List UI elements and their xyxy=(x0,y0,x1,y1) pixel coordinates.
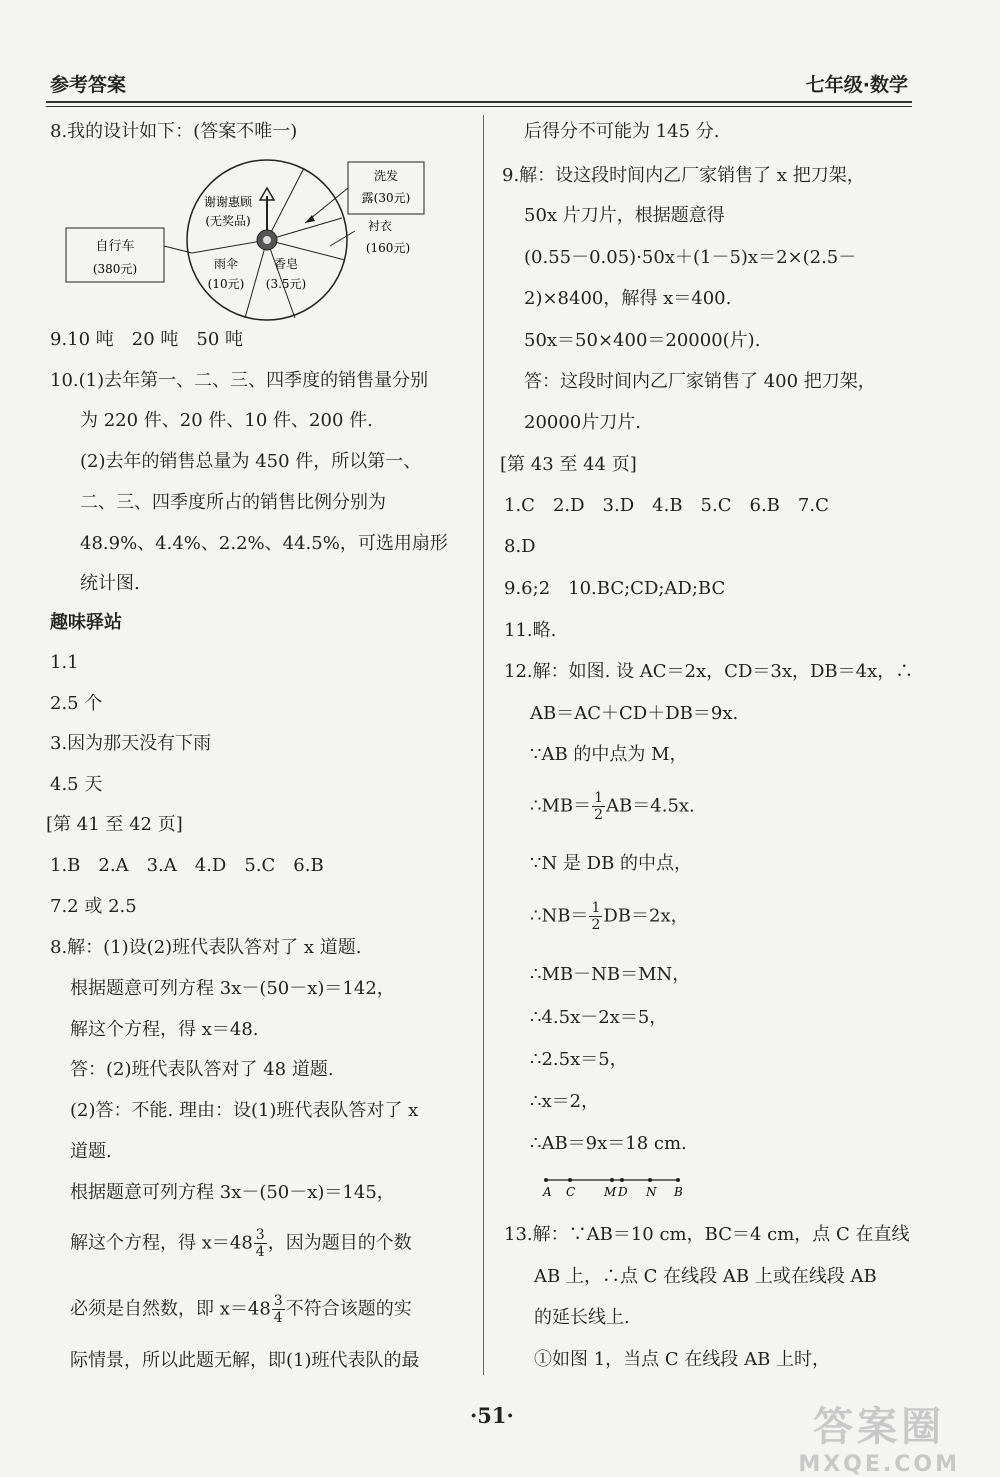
answer-9b-line1: 9.解：设这段时间内乙厂家销售了 x 把刀架， xyxy=(502,165,865,186)
text-segment: DB＝2x， xyxy=(603,905,689,927)
answer-43-12-line4 xyxy=(530,790,695,823)
watermark xyxy=(798,1395,960,1477)
answer-41-8-line8 xyxy=(70,1227,412,1260)
section-page-43-44: [第 43 至 44 页] xyxy=(500,454,637,475)
answer-9b-line5: 50x＝50×400＝20000(片). xyxy=(524,330,761,351)
label-umbrella-price: (10元) xyxy=(207,277,245,291)
label-shirt-price: (160元) xyxy=(365,241,411,255)
answer-41-8-line6: 道题. xyxy=(70,1141,112,1162)
section-page-41-42: [第 41 至 42 页] xyxy=(46,814,183,835)
answer-41-7: 7.2 或 2.5 xyxy=(50,896,137,917)
label-shirt: 衬衣 xyxy=(367,219,393,233)
point-N: N xyxy=(646,1185,657,1199)
text-segment: 不符合该题的实 xyxy=(285,1298,412,1320)
point-M: M xyxy=(604,1185,617,1199)
answer-41-8-line2: 根据题意可列方程 3x－(50－x)＝142， xyxy=(70,978,395,999)
answer-43-12-line5: ∵N 是 DB 的中点， xyxy=(530,853,693,874)
answer-9b-line3: (0.55－0.05)·50x＋(1－5)x＝2×(2.5－ xyxy=(524,247,857,268)
text-segment: 必须是自然数，即 x＝48 xyxy=(70,1298,271,1320)
answer-43-12-line8: ∴4.5x－2x＝5， xyxy=(530,1007,668,1028)
answer-43-12-line2: AB＝AC＋CD＋DB＝9x. xyxy=(530,703,739,724)
label-thanks-sub: (无奖品) xyxy=(205,214,251,228)
answer-43-13-line3: 的延长线上. xyxy=(534,1307,630,1328)
fraction-three-quarters: $\frac{3}{4}$ xyxy=(255,1227,265,1260)
text-segment: AB＝4.5x. xyxy=(606,795,695,817)
answer-9b-line6: 答：这段时间内乙厂家销售了 400 把刀架， xyxy=(524,371,876,392)
answer-9b-line7: 20000片刀片. xyxy=(524,412,641,433)
answer-10-line5: 48.9%、4.4%、2.2%、44.5%，可选用扇形 xyxy=(80,533,448,554)
answer-41-8-line7: 根据题意可列方程 3x－(50－x)＝145， xyxy=(70,1182,395,1203)
header-rule xyxy=(46,101,912,103)
text-segment: 解这个方程，得 x＝48 xyxy=(70,1232,253,1254)
section-fun: 趣味驿站 xyxy=(50,612,122,633)
label-bike: 自行车 xyxy=(95,239,135,254)
answer-43-12-line7: ∴MB－NB＝MN， xyxy=(530,964,691,985)
fraction-one-half: $\frac{1}{2}$ xyxy=(594,790,604,823)
header-right: 七年级·数学 xyxy=(805,74,908,96)
answer-41-8-line4: 答：(2)班代表队答对了 48 道题. xyxy=(70,1059,334,1080)
answer-10-line1: 10.(1)去年第一、二、三、四季度的销售量分别 xyxy=(50,370,429,391)
text-segment: ∴MB＝ xyxy=(530,795,592,817)
answer-8-intro: 8.我的设计如下：(答案不唯一) xyxy=(50,121,298,142)
answers-43-9-10: 9.6;2 10.BC;CD;AD;BC xyxy=(504,578,726,599)
answer-9b-line4: 2)×8400，解得 x＝400. xyxy=(524,288,732,309)
answer-43-12-line9: ∴2.5x＝5， xyxy=(530,1049,628,1070)
answer-43-13-line2: AB 上，∴点 C 在线段 AB 上或在线段 AB xyxy=(534,1266,877,1287)
answer-41-8-line9 xyxy=(70,1293,412,1326)
point-A: A xyxy=(543,1185,552,1199)
fun-1: 1.1 xyxy=(50,652,79,673)
answer-41-8-line1: 8.解：(1)设(2)班代表队答对了 x 道题. xyxy=(50,937,362,958)
fun-4: 4.5 天 xyxy=(50,774,103,795)
answers-43-1-7: 1.C 2.D 3.D 4.B 5.C 6.B 7.C xyxy=(504,495,829,516)
answer-43-12-line1: 12.解：如图. 设 AC＝2x，CD＝3x，DB＝4x，∴ xyxy=(504,661,914,682)
page-number: ·51· xyxy=(470,1403,514,1428)
column-divider xyxy=(483,115,484,1375)
label-thanks: 谢谢惠顾 xyxy=(203,195,253,209)
answer-43-12-line6 xyxy=(530,900,689,933)
answer-10-line3: (2)去年的销售总量为 450 件，所以第一、 xyxy=(80,451,422,472)
label-bike-price: (380元) xyxy=(92,262,138,276)
answer-9b-line2: 50x 片刀片，根据题意得 xyxy=(524,205,725,226)
label-shampoo-price: 露(30元) xyxy=(361,191,411,205)
prize-wheel-diagram xyxy=(60,158,480,328)
answer-43-13-line1: 13.解：∵AB＝10 cm，BC＝4 cm，点 C 在直线 xyxy=(504,1224,910,1245)
answer-10-line4: 二、三、四季度所占的销售比例分别为 xyxy=(80,492,386,513)
point-C: C xyxy=(566,1185,576,1199)
answer-43-12-line11: ∴AB＝9x＝18 cm. xyxy=(530,1133,687,1154)
segment-diagram xyxy=(538,1172,698,1202)
header-left: 参考答案 xyxy=(50,74,127,96)
answer-43-11: 11.略. xyxy=(504,620,557,641)
answers-41-1-6: 1.B 2.A 3.A 4.D 5.C 6.B xyxy=(50,855,324,876)
point-D: D xyxy=(618,1185,628,1199)
label-soap: 香皂 xyxy=(273,257,299,271)
right-line-1: 后得分不可能为 145 分. xyxy=(524,121,720,142)
watermark-logo-text: 答案圈 xyxy=(813,1404,946,1450)
answer-43-13-line4: ①如图 1，当点 C 在线段 AB 上时， xyxy=(534,1349,831,1370)
fun-2: 2.5 个 xyxy=(50,693,103,714)
answer-43-8: 8.D xyxy=(504,536,536,557)
label-soap-price: (3.5元) xyxy=(265,277,307,291)
fraction-three-quarters: $\frac{3}{4}$ xyxy=(273,1293,283,1326)
fun-3: 3.因为那天没有下雨 xyxy=(50,733,212,754)
answer-41-8-line10: 际情景，所以此题无解，即(1)班代表队的最 xyxy=(70,1350,420,1371)
point-B: B xyxy=(674,1185,683,1199)
answer-41-8-line5: (2)答：不能. 理由：设(1)班代表队答对了 x xyxy=(70,1100,419,1121)
label-shampoo: 洗发 xyxy=(373,169,399,183)
text-segment: ，因为题目的个数 xyxy=(267,1232,412,1254)
fraction-one-half: $\frac{1}{2}$ xyxy=(591,900,601,933)
answer-43-12-line10: ∴x＝2， xyxy=(530,1091,600,1112)
watermark-url: MXQE.COM xyxy=(798,1452,960,1477)
answer-43-12-line3: ∵AB 的中点为 M， xyxy=(530,744,688,765)
answer-10-line2: 为 220 件、20 件、10 件、200 件. xyxy=(80,410,373,431)
answer-41-8-line3: 解这个方程，得 x＝48. xyxy=(70,1019,259,1040)
label-umbrella: 雨伞 xyxy=(213,257,239,271)
answer-10-line6: 统计图. xyxy=(80,573,140,594)
answer-9: 9.10 吨 20 吨 50 吨 xyxy=(50,329,244,350)
text-segment: ∴NB＝ xyxy=(530,905,589,927)
header-rule-thin xyxy=(46,106,912,107)
